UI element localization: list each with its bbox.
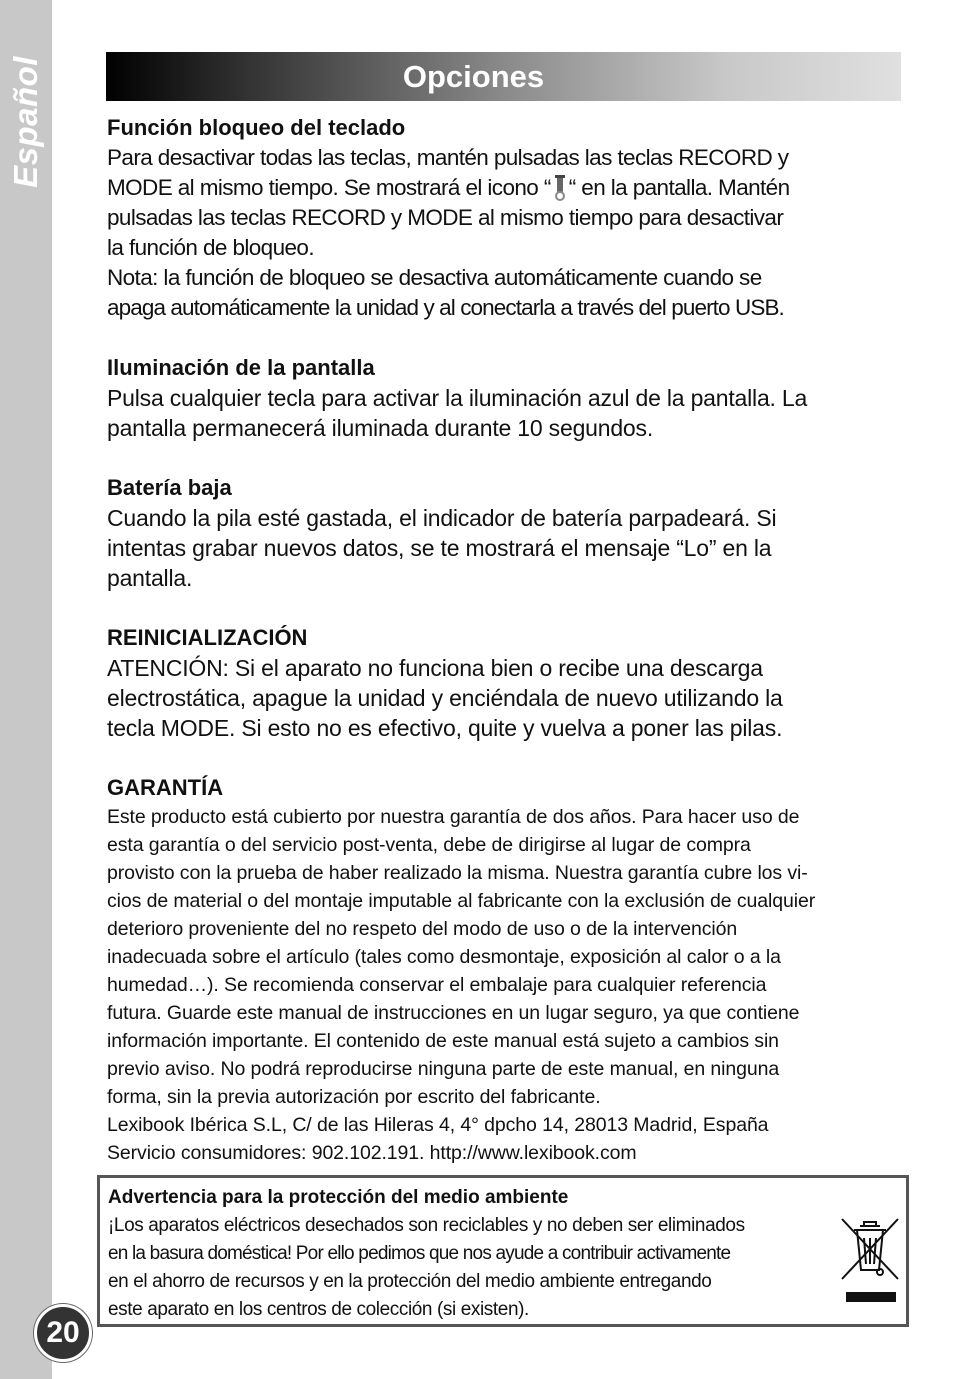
language-label: Español (7, 56, 44, 188)
key-lock-icon (553, 175, 567, 201)
environment-notice-line: en el ahorro de recursos y en la protección del medio ambiente entregando (108, 1271, 712, 1292)
note-line: apaga automáticamente la unidad y al conectarla a través del puerto USB. (107, 295, 784, 320)
language-sidebar (0, 0, 52, 1379)
environment-notice-line: en la basura doméstica! Por ello pedimos que nos ayude a contribuir activamente (108, 1243, 731, 1264)
note-line: Nota: la función de bloqueo se desactiva automáticamente cuando se (107, 265, 762, 290)
section-heading: Iluminación de la pantalla (107, 355, 375, 380)
paragraph-line: pulsadas las teclas RECORD y MODE al mismo tiempo para desactivar (107, 205, 784, 230)
warranty-line: esta garantía o del servicio post-venta, debe de dirigirse al lugar de compra (107, 834, 751, 856)
warranty-line: humedad…). Se recomienda conservar el embalaje para cualquier referencia (107, 974, 767, 996)
environment-notice-line: ¡Los aparatos eléctricos desechados son reciclables y no deben ser eliminados (108, 1215, 745, 1236)
paragraph-line: Pulsa cualquier tecla para activar la iluminación azul de la pantalla. La (107, 385, 808, 411)
text-fragment: “ en la pantalla. Mantén (568, 175, 790, 200)
environment-notice-text (108, 1184, 848, 1324)
warranty-line: información importante. El contenido de este manual está sujeto a cambios sin (107, 1030, 779, 1052)
paragraph-line: tecla MODE. Si esto no es efectivo, quite y vuelva a poner las pilas. (107, 715, 783, 741)
warranty-line: futura. Guarde este manual de instrucciones en un lugar seguro, ya que contiene (107, 1002, 800, 1024)
text-fragment: MODE al mismo tiempo. Se mostrará el icono “ (107, 175, 551, 200)
warranty-address: Lexibook Ibérica S.L, C/ de las Hileras 4, 4° dpcho 14, 28013 Madrid, España (107, 1114, 769, 1136)
main-content (107, 113, 907, 1167)
paragraph-line: pantalla permanecerá iluminada durante 10 segundos. (107, 415, 654, 441)
crossed-out-wheelie-bin-icon (840, 1216, 902, 1306)
section-backlight (107, 353, 907, 443)
section-heading: Función bloqueo del teclado (107, 115, 406, 140)
warranty-line: previo aviso. No podrá reproducirse ninguna parte de este manual, en ninguna (107, 1058, 780, 1080)
warranty-line: forma, sin la previa autorización por escrito del fabricante. (107, 1086, 601, 1108)
paragraph-line: pantalla. (107, 565, 193, 591)
paragraph-line: electrostática, apague la unidad y enciéndala de nuevo utilizando la (107, 685, 783, 711)
section-heading: Batería baja (107, 475, 232, 500)
warranty-line: deterioro proveniente del no respeto del modo de uso o de la intervención (107, 918, 738, 940)
environment-notice-heading: Advertencia para la protección del medio ambiente (108, 1187, 569, 1208)
warranty-line: cios de material o del montaje imputable al fabricante con la exclusión de cualquier (107, 890, 816, 912)
section-heading: REINICIALIZACIÓN (107, 625, 308, 650)
warranty-line: inadecuada sobre el artículo (tales como desmontaje, exposición al calor o a la (107, 946, 781, 968)
section-low-battery (107, 473, 907, 593)
paragraph-line: Cuando la pila esté gastada, el indicador de batería parpadeará. Si (107, 505, 777, 531)
environment-notice-box (97, 1175, 909, 1327)
section-reset (107, 623, 907, 743)
page-title: Opciones (402, 58, 545, 94)
section-heading: GARANTÍA (107, 775, 224, 800)
paragraph-line: ATENCIÓN: Si el aparato no funciona bien o recibe una descarga (107, 655, 763, 681)
paragraph-line (107, 173, 907, 203)
title-banner (106, 52, 901, 101)
paragraph-line: la función de bloqueo. (107, 235, 314, 260)
environment-notice-line: este aparato en los centros de colección (si existen). (108, 1299, 529, 1320)
section-keylock (107, 113, 907, 323)
paragraph-line: Para desactivar todas las teclas, mantén pulsadas las teclas RECORD y (107, 145, 789, 170)
warranty-line: Este producto está cubierto por nuestra garantía de dos años. Para hacer uso de (107, 806, 800, 828)
paragraph-line: intentas grabar nuevos datos, se te mostrará el mensaje “Lo” en la (107, 535, 772, 561)
page-number: 20 (34, 1304, 92, 1362)
warranty-line: provisto con la prueba de haber realizado la misma. Nuestra garantía cubre los vi- (107, 862, 808, 884)
section-warranty (107, 773, 907, 1167)
warranty-contact: Servicio consumidores: 902.102.191. http://www.lexibook.com (107, 1142, 637, 1164)
